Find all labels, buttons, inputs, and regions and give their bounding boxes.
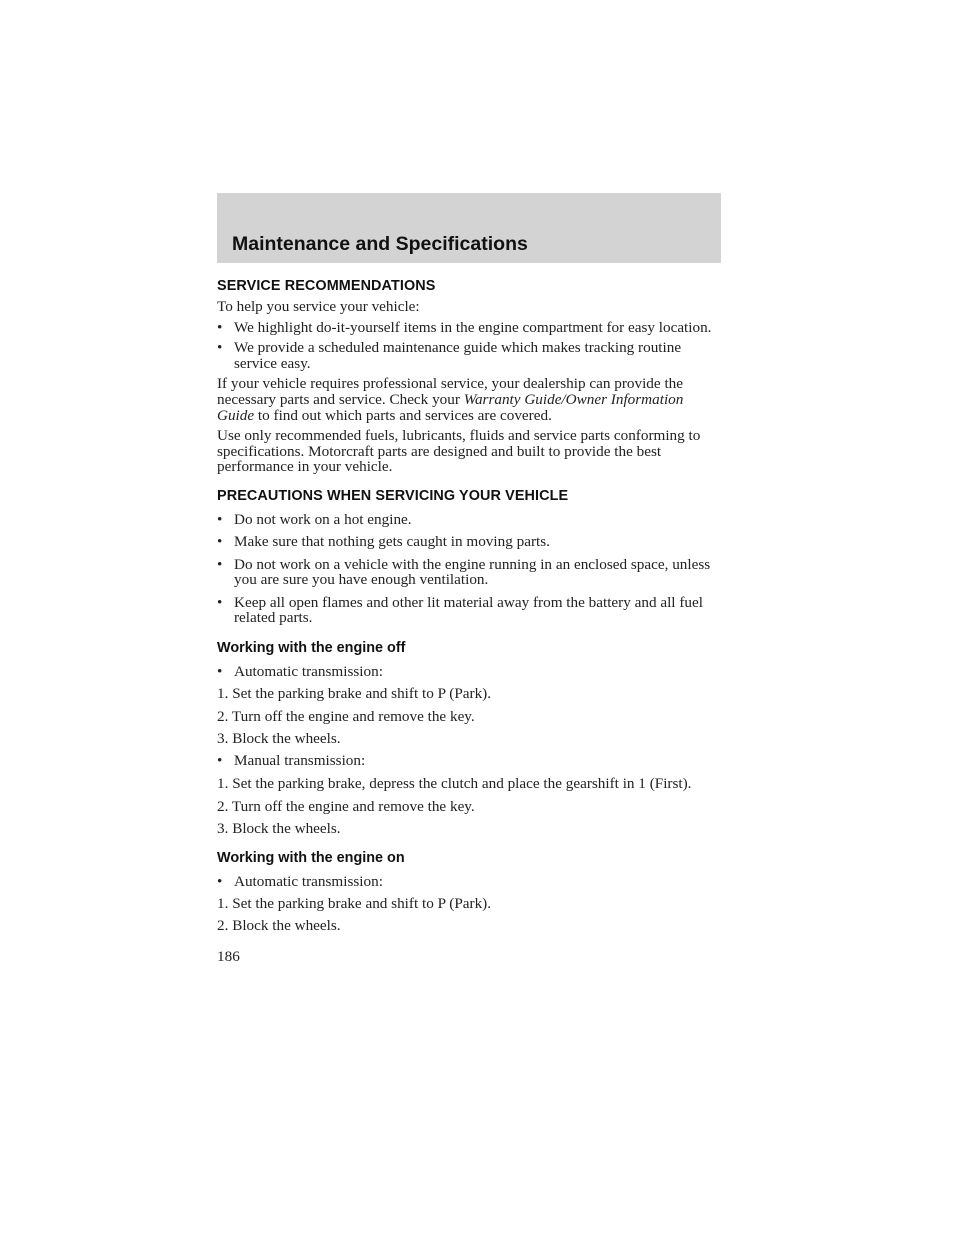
section-title: Maintenance and Specifications [232,233,528,255]
section-header-band [217,193,721,263]
warranty-guide-title: Warranty Guide/Owner Information Guide [217,390,684,424]
heading-precautions: PRECAUTIONS WHEN SERVICING YOUR VEHICLE [217,487,569,504]
list-item: • Do not work on a hot engine. [217,510,412,528]
bullet-icon: • [217,533,223,551]
bullet-icon: • [217,339,223,357]
list-item: • We highlight do-it-yourself items in the engine compartment for easy location. [217,318,712,336]
page-content [217,278,721,965]
step-item: 2. Turn off the engine and remove the key. [217,797,475,815]
step-item: 3. Block the wheels. [217,730,341,748]
heading-service-recommendations: SERVICE RECOMMENDATIONS [217,278,436,294]
bullet-icon: • [217,663,223,680]
step-item: 1. Set the parking brake and shift to P (Park). [217,895,492,913]
list-item: • Automatic transmission: [217,663,383,680]
step-item: 2. Block the wheels. [217,917,341,935]
manual-page [217,193,721,965]
bullet-icon: • [217,555,223,573]
list-item: • Automatic transmission: [217,872,383,890]
service-paragraph-2: Use only recommended fuels, lubricants, fluids and service parts conforming to specifications. Motorcraft parts are designed and built to provide the best performance in your vehicle. [217,427,701,476]
list-item: • Do not work on a vehicle with the engine running in an enclosed space, unless you are sure you have enough ventilation. [217,555,711,589]
bullet-icon: • [217,510,223,528]
page-number: 186 [217,948,240,966]
list-item: • We provide a scheduled maintenance guide which makes tracking routine service easy. [217,339,682,372]
step-item: 2. Turn off the engine and remove the key. [217,707,475,725]
list-item: • Make sure that nothing gets caught in moving parts. [217,533,550,551]
step-item: 1. Set the parking brake, depress the clutch and place the gearshift in 1 (First). [217,774,692,792]
bullet-icon: • [217,593,223,611]
step-item: 3. Block the wheels. [217,819,341,837]
service-paragraph-1: If your vehicle requires professional service, your dealership can provide the necessary parts and service. Check your Warranty Guide/Owner Information Guide to find out which parts and services are covered. [217,375,684,424]
heading-engine-on: Working with the engine on [217,850,405,867]
bullet-icon: • [217,318,223,336]
step-item: 1. Set the parking brake and shift to P (Park). [217,685,492,703]
service-intro: To help you service your vehicle: [217,298,420,315]
list-item: • Manual transmission: [217,752,366,770]
bullet-icon: • [217,872,223,890]
heading-engine-off: Working with the engine off [217,640,406,656]
bullet-icon: • [217,752,223,770]
list-item: • Keep all open flames and other lit material away from the battery and all fuel related parts. [217,593,703,627]
